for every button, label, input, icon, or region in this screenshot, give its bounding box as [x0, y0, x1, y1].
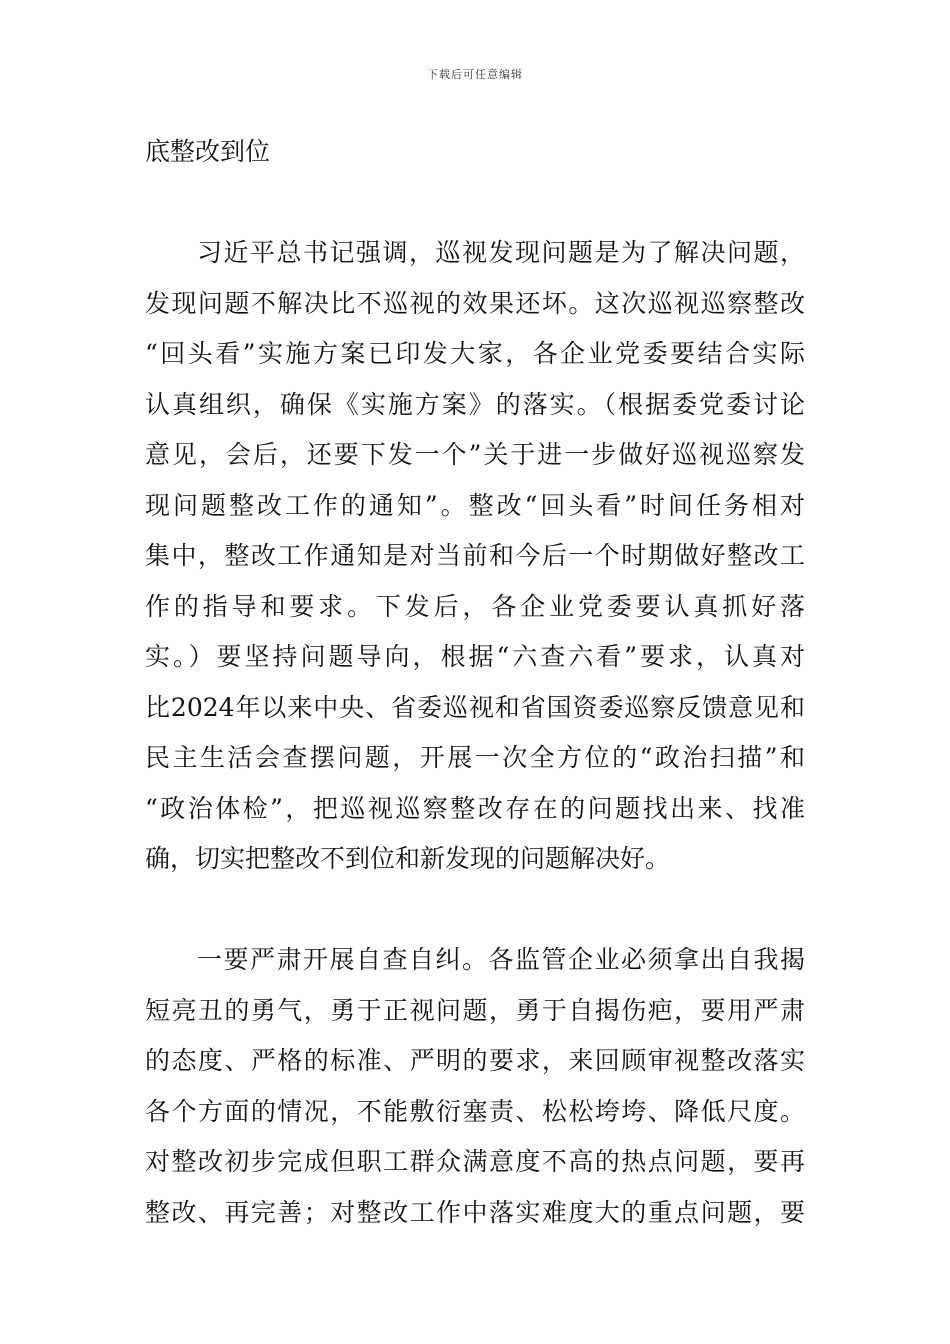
text-line: 短亮丑的勇气，勇于正视问题，勇于自揭伤疤，要用严肃	[145, 995, 805, 1025]
document-body	[145, 132, 805, 1243]
text-line: 各个方面的情况，不能敷衍塞责、松松垮垮、降低尺度。	[145, 1096, 805, 1126]
text-line: 比2024年以来中央、省委巡视和省国资委巡察反馈意见和	[145, 692, 805, 722]
text-line: “政治体检”，把巡视巡察整改存在的问题找出来、找准	[145, 793, 805, 823]
text-line: 民主生活会查摆问题，开展一次全方位的“政治扫描”和	[145, 743, 805, 772]
text-line: 现问题整改工作的通知”。整改“回头看”时间任务相对	[145, 490, 805, 520]
text-line: 认真组织，确保《实施方案》的落实。（根据委党委讨论	[145, 389, 805, 419]
text-line: 集中，整改工作通知是对当前和今后一个时期做好整改工	[145, 541, 805, 570]
text-line: 整改、再完善；对整改工作中落实难度大的重点问题，要	[145, 1197, 805, 1227]
text-line: 实。）要坚持问题导向，根据“六查六看”要求，认真对	[145, 642, 805, 671]
text-line: 发现问题不解决比不巡视的效果还坏。这次巡视巡察整改	[145, 288, 805, 318]
paragraph-gap	[145, 890, 805, 941]
text-line: 意见，会后，还要下发一个”关于进一步做好巡视巡察发	[145, 440, 805, 469]
page-header: 下载后可任意编辑	[427, 68, 523, 81]
text-line: 一要严肃开展自查自纠。各监管企业必须拿出自我揭	[197, 945, 805, 974]
paragraph-1	[145, 233, 805, 890]
text-line: 对整改初步完成但职工群众满意度不高的热点问题，要再	[145, 1147, 805, 1176]
text-line: 确，切实把整改不到位和新发现的问题解决好。	[145, 844, 671, 873]
paragraph-gap	[145, 183, 805, 234]
text-line: 作的指导和要求。下发后，各企业党委要认真抓好落	[145, 591, 805, 621]
text-line: 习近平总书记强调，巡视发现问题是为了解决问题，	[197, 238, 805, 267]
fragment-line: 底整改到位	[145, 137, 271, 166]
text-line: 的态度、严格的标准、严明的要求，来回顾审视整改落实	[145, 1046, 805, 1075]
paragraph-2	[145, 940, 805, 1243]
text-line: “回头看”实施方案已印发大家，各企业党委要结合实际	[145, 339, 805, 368]
